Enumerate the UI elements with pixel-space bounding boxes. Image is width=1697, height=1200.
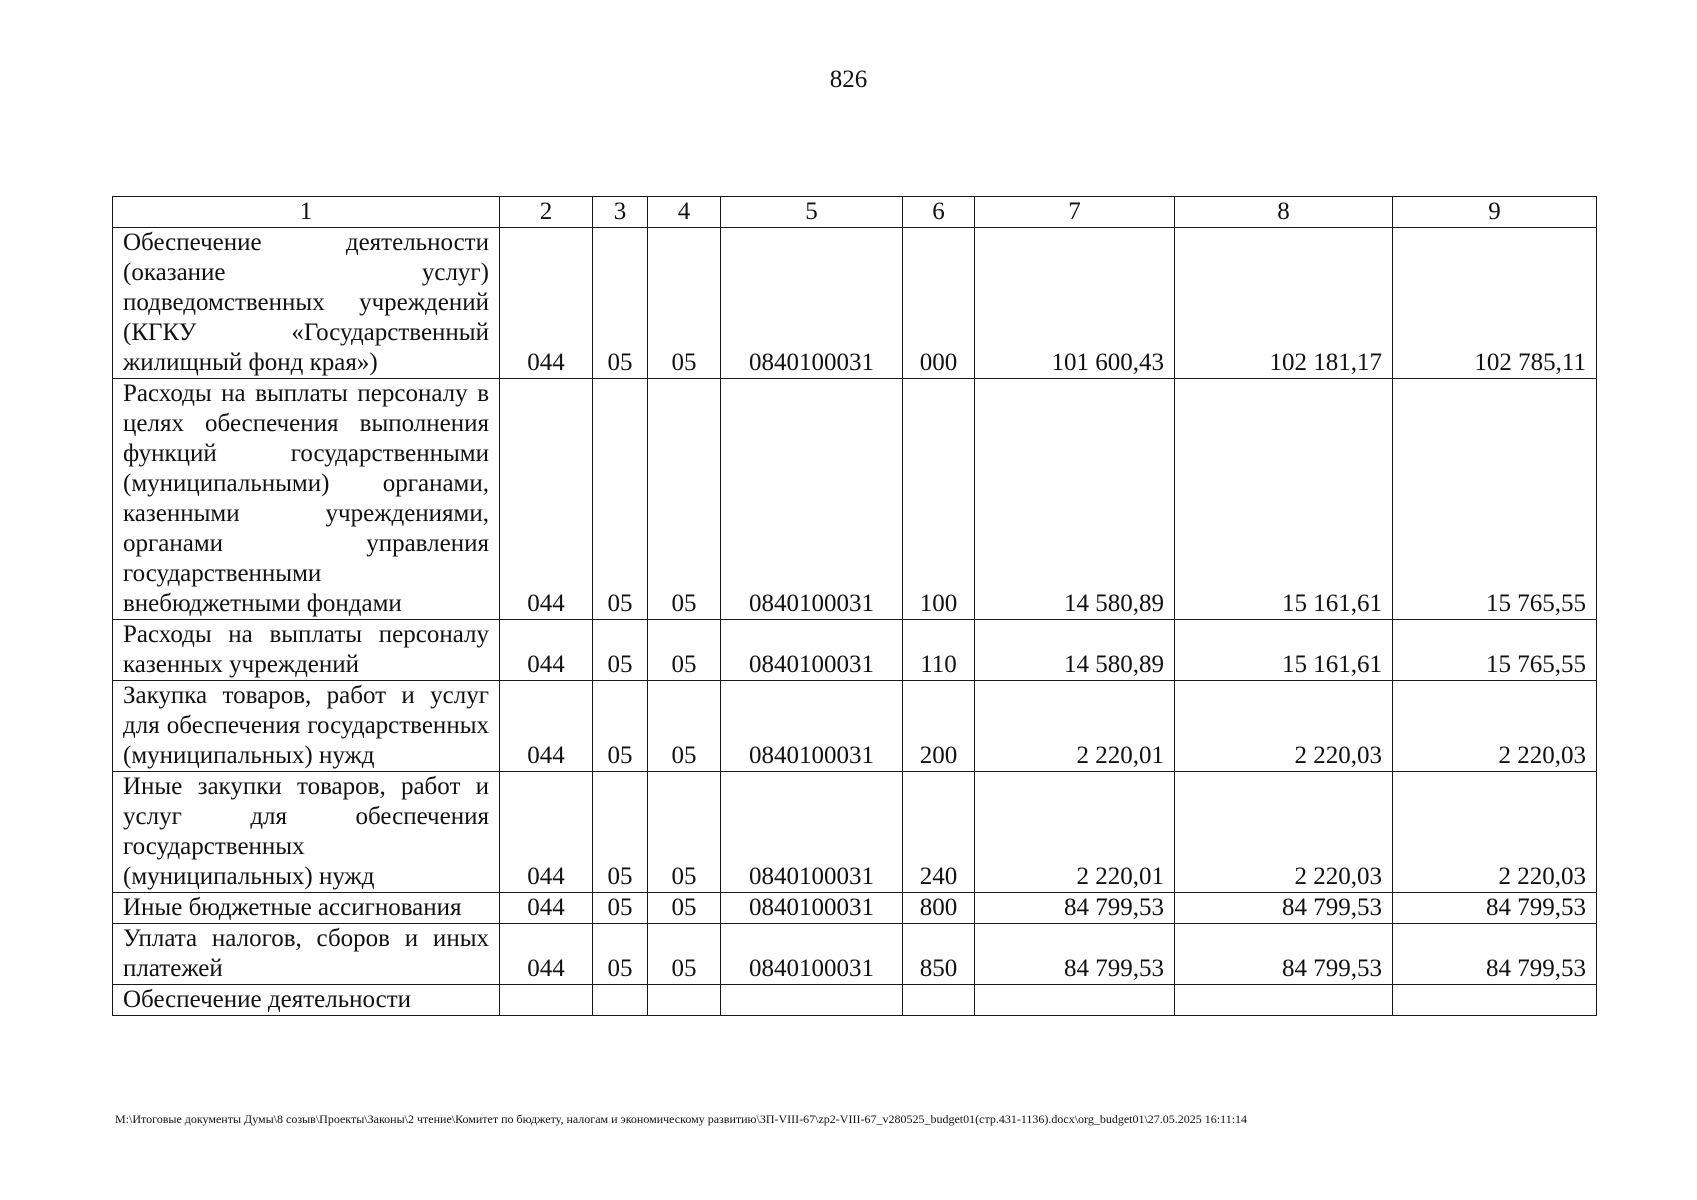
subsection-cell: 05 [648, 924, 721, 985]
section-cell: 05 [593, 681, 648, 772]
expense-name-cell: Обеспечение деятельности (оказание услуг) подведомственных учреждений (КГКУ «Государственный жилищный фонд края») [113, 228, 500, 379]
table-row [113, 924, 1597, 985]
column-header: 7 [975, 197, 1175, 228]
section-cell: 05 [593, 620, 648, 681]
target-article-cell: 0840100031 [721, 379, 903, 620]
amount-col9-cell: 2 220,03 [1393, 772, 1597, 893]
column-header: 9 [1393, 197, 1597, 228]
expense-name-cell: Обеспечение деятельности [113, 985, 500, 1016]
table-header-row [113, 197, 1597, 228]
expense-type-cell: 110 [903, 620, 975, 681]
amount-col8-cell: 84 799,53 [1175, 924, 1393, 985]
column-header: 1 [113, 197, 500, 228]
amount-col8-cell: 2 220,03 [1175, 772, 1393, 893]
amount-col7-cell: 2 220,01 [975, 772, 1175, 893]
expense-name-cell: Уплата налогов, сборов и иных платежей [113, 924, 500, 985]
subsection-cell: 05 [648, 681, 721, 772]
subsection-cell: 05 [648, 893, 721, 924]
table-row [113, 228, 1597, 379]
section-cell: 05 [593, 379, 648, 620]
amount-col8-cell: 84 799,53 [1175, 893, 1393, 924]
expense-type-cell: 200 [903, 681, 975, 772]
expense-name-cell: Иные закупки товаров, работ и услуг для обеспечения государственных (муниципальных) нужд [113, 772, 500, 893]
amount-col7-cell: 84 799,53 [975, 924, 1175, 985]
section-cell: 05 [593, 228, 648, 379]
amount-col9-cell: 15 765,55 [1393, 620, 1597, 681]
subsection-cell: 05 [648, 228, 721, 379]
column-header: 5 [721, 197, 903, 228]
expense-name-cell: Расходы на выплаты персоналу казенных учреждений [113, 620, 500, 681]
section-cell: 05 [593, 893, 648, 924]
expense-type-cell: 000 [903, 228, 975, 379]
subsection-cell: 05 [648, 379, 721, 620]
expense-type-cell [903, 985, 975, 1016]
section-cell [593, 985, 648, 1016]
budget-table [112, 196, 1597, 1016]
ministry-code-cell: 044 [500, 379, 593, 620]
expense-type-cell: 850 [903, 924, 975, 985]
page-number: 826 [829, 66, 868, 93]
ministry-code-cell: 044 [500, 924, 593, 985]
column-header: 8 [1175, 197, 1393, 228]
target-article-cell: 0840100031 [721, 893, 903, 924]
table-row [113, 620, 1597, 681]
expense-type-cell: 100 [903, 379, 975, 620]
ministry-code-cell: 044 [500, 772, 593, 893]
target-article-cell: 0840100031 [721, 772, 903, 893]
amount-col9-cell: 102 785,11 [1393, 228, 1597, 379]
ministry-code-cell [500, 985, 593, 1016]
target-article-cell: 0840100031 [721, 228, 903, 379]
ministry-code-cell: 044 [500, 681, 593, 772]
subsection-cell: 05 [648, 772, 721, 893]
target-article-cell: 0840100031 [721, 924, 903, 985]
amount-col7-cell: 2 220,01 [975, 681, 1175, 772]
expense-type-cell: 800 [903, 893, 975, 924]
subsection-cell: 05 [648, 620, 721, 681]
expense-type-cell: 240 [903, 772, 975, 893]
amount-col9-cell: 84 799,53 [1393, 924, 1597, 985]
ministry-code-cell: 044 [500, 893, 593, 924]
amount-col9-cell: 15 765,55 [1393, 379, 1597, 620]
subsection-cell [648, 985, 721, 1016]
table-row [113, 985, 1597, 1016]
table-row [113, 893, 1597, 924]
amount-col9-cell [1393, 985, 1597, 1016]
document-file-path: M:\Итоговые документы Думы\8 созыв\Проекты\Законы\2 чтение\Комитет по бюджету, налогам и экономическому развитию\ЗП-VIII-67\zp2-VIII-67_v280525_budget01(стр.431-1136).docx\org_budget01\27.05.2025 16:11:14 [115, 1112, 1248, 1126]
table-row [113, 772, 1597, 893]
target-article-cell: 0840100031 [721, 620, 903, 681]
amount-col7-cell: 14 580,89 [975, 620, 1175, 681]
ministry-code-cell: 044 [500, 620, 593, 681]
column-header: 4 [648, 197, 721, 228]
expense-name-cell: Закупка товаров, работ и услуг для обеспечения государственных (муниципальных) нужд [113, 681, 500, 772]
amount-col9-cell: 2 220,03 [1393, 681, 1597, 772]
column-header: 3 [593, 197, 648, 228]
expense-name-cell: Расходы на выплаты персоналу в целях обеспечения выполнения функций государственными (муниципальными) органами, казенными учреждениями, органами управления государственными внебюджетными фондами [113, 379, 500, 620]
table-row [113, 681, 1597, 772]
target-article-cell: 0840100031 [721, 681, 903, 772]
amount-col7-cell: 101 600,43 [975, 228, 1175, 379]
amount-col7-cell [975, 985, 1175, 1016]
expense-name-cell: Иные бюджетные ассигнования [113, 893, 500, 924]
ministry-code-cell: 044 [500, 228, 593, 379]
amount-col8-cell: 2 220,03 [1175, 681, 1393, 772]
amount-col8-cell: 15 161,61 [1175, 379, 1393, 620]
table-row [113, 379, 1597, 620]
column-header: 6 [903, 197, 975, 228]
section-cell: 05 [593, 924, 648, 985]
column-header: 2 [500, 197, 593, 228]
section-cell: 05 [593, 772, 648, 893]
amount-col7-cell: 14 580,89 [975, 379, 1175, 620]
amount-col8-cell [1175, 985, 1393, 1016]
target-article-cell [721, 985, 903, 1016]
amount-col8-cell: 102 181,17 [1175, 228, 1393, 379]
amount-col7-cell: 84 799,53 [975, 893, 1175, 924]
amount-col8-cell: 15 161,61 [1175, 620, 1393, 681]
amount-col9-cell: 84 799,53 [1393, 893, 1597, 924]
